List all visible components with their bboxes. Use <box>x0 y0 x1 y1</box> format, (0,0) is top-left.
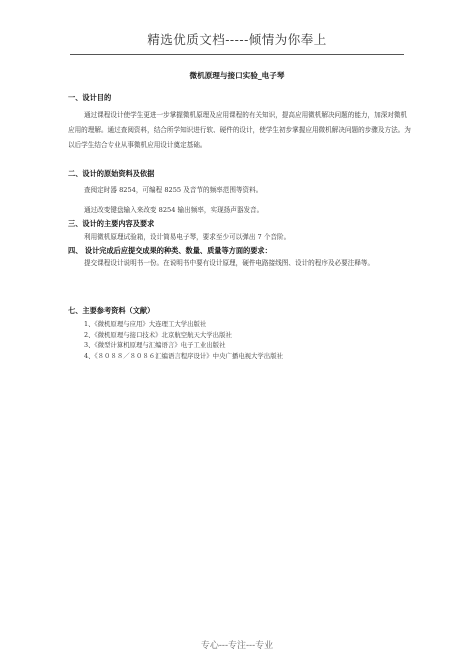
reference-item: 1、《微机原理与应用》大连理工大学出版社 <box>84 320 207 328</box>
reference-item: 3、《微型计算机原理与汇编语言》电子工业出版社 <box>84 341 226 349</box>
section-heading-deliverables: 四、 设计完成后应提交成果的种类、数量、质量等方面的要求： <box>68 246 272 255</box>
section-heading-source-materials: 二、设计的原始资料及依据 <box>68 169 155 178</box>
section-heading-purpose: 一、设计目的 <box>68 93 112 102</box>
document-title: 微机原理与接口实验_电子琴 <box>189 71 285 80</box>
section-paragraph: 提交课程设计说明书一份。在说明书中要有设计原理，硬件电路接线图、设计的程序及必要注释等。 <box>84 259 375 267</box>
page-header: 精选优质文档-----倾情为你奉上 <box>70 30 404 55</box>
section-paragraph: 通过课程设计使学生更进一步掌握微机原理及应用课程的有关知识，提高应用微机解决问题的能力，加深对微机应用的理解。通过查阅资料，结合所学知识进行软、硬件的设计，使学生初步掌握应用微机解决问题的步骤及方法。为以后学生结合专业从事微机应用设计奠定基础。 <box>68 111 411 149</box>
section-heading-content: 三、设计的主要内容及要求 <box>68 219 155 228</box>
document-body <box>68 92 413 361</box>
reference-item: 4、《８０８８／８０８６汇编语言程序设计》中央广播电视大学出版社 <box>84 351 283 360</box>
section-paragraph: 查阅定时器 8254，可编程 8255 及音节的频率范围等资料。 <box>84 186 263 194</box>
section-paragraph: 通过改变键盘输入来改变 8254 输出频率，实现扬声器发音。 <box>84 206 264 214</box>
reference-item: 2、《微机原理与接口技术》北京航空航天大学出版社 <box>84 330 232 339</box>
section-heading-references: 七、主要参考资料（文献） <box>68 306 155 315</box>
section-paragraph: 利用微机原理试验箱，设计简易电子琴，要求至少可以弹出 7 个音阶。 <box>84 233 291 241</box>
page-footer: 专心---专注---专业 <box>200 641 274 651</box>
reference-list <box>68 319 413 361</box>
